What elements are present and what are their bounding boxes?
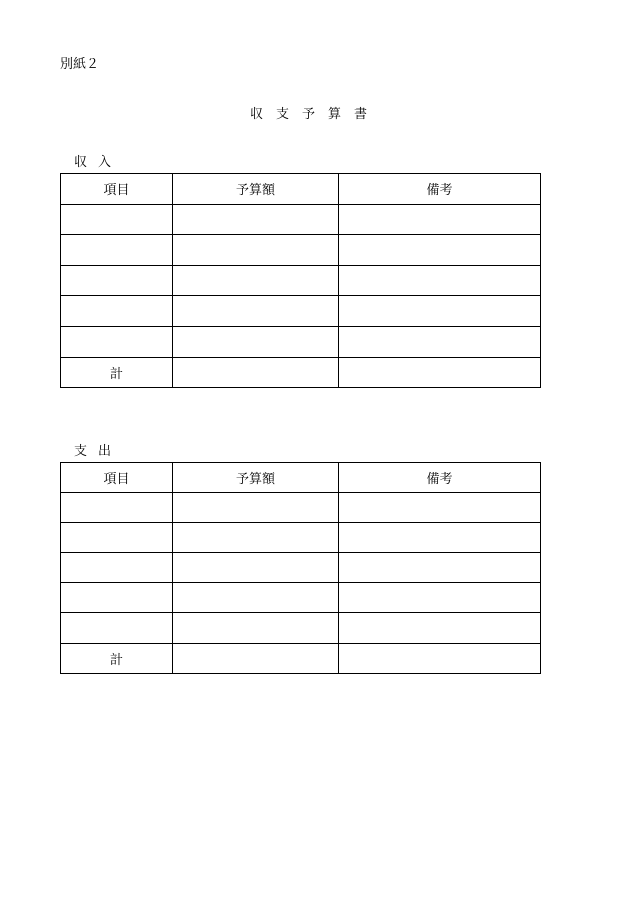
- expense-col-budget: 予算額: [173, 463, 339, 493]
- income-col-remarks: 備考: [339, 174, 541, 205]
- income-cell-budget: [173, 235, 339, 266]
- income-cell-remarks: [339, 204, 541, 235]
- income-cell-remarks: [339, 235, 541, 266]
- income-cell-item: [61, 296, 173, 327]
- expense-cell-budget: [173, 493, 339, 523]
- expense-cell-remarks: [339, 493, 541, 523]
- expense-heading: 支出: [74, 444, 123, 459]
- table-row: [61, 204, 541, 235]
- table-row: [61, 523, 541, 553]
- table-row: [61, 583, 541, 613]
- income-col-item: 項目: [61, 174, 173, 205]
- expense-cell-remarks: [339, 613, 541, 643]
- expense-table: [60, 462, 541, 674]
- income-heading: 収入: [74, 155, 123, 170]
- income-total-budget: [173, 357, 339, 388]
- expense-total-row: [61, 643, 541, 673]
- income-cell-item: [61, 326, 173, 357]
- expense-cell-remarks: [339, 553, 541, 583]
- expense-cell-item: [61, 583, 173, 613]
- income-col-budget: 予算額: [173, 174, 339, 205]
- table-row: [61, 326, 541, 357]
- income-total-remarks: [339, 357, 541, 388]
- expense-total-remarks: [339, 643, 541, 673]
- income-cell-item: [61, 204, 173, 235]
- expense-cell-budget: [173, 583, 339, 613]
- income-cell-item: [61, 235, 173, 266]
- income-cell-budget: [173, 296, 339, 327]
- expense-total-budget: [173, 643, 339, 673]
- income-cell-remarks: [339, 326, 541, 357]
- expense-col-remarks: 備考: [339, 463, 541, 493]
- income-table: [60, 173, 541, 388]
- income-cell-remarks: [339, 265, 541, 296]
- expense-header-row: [61, 463, 541, 493]
- income-cell-budget: [173, 265, 339, 296]
- income-total-label: 計: [61, 357, 173, 388]
- expense-cell-budget: [173, 553, 339, 583]
- expense-cell-item: [61, 553, 173, 583]
- attachment-label: 別紙２: [60, 57, 100, 72]
- expense-cell-remarks: [339, 523, 541, 553]
- table-row: [61, 235, 541, 266]
- table-row: [61, 493, 541, 523]
- expense-total-label: 計: [61, 643, 173, 673]
- income-cell-budget: [173, 204, 339, 235]
- expense-cell-item: [61, 493, 173, 523]
- document-title: 収支予算書: [249, 107, 380, 122]
- income-cell-budget: [173, 326, 339, 357]
- table-row: [61, 296, 541, 327]
- table-row: [61, 613, 541, 643]
- expense-cell-remarks: [339, 583, 541, 613]
- expense-col-item: 項目: [61, 463, 173, 493]
- expense-cell-budget: [173, 613, 339, 643]
- expense-cell-item: [61, 613, 173, 643]
- table-row: [61, 553, 541, 583]
- income-total-row: [61, 357, 541, 388]
- table-row: [61, 265, 541, 296]
- expense-cell-item: [61, 523, 173, 553]
- expense-cell-budget: [173, 523, 339, 553]
- income-cell-remarks: [339, 296, 541, 327]
- income-cell-item: [61, 265, 173, 296]
- income-header-row: [61, 174, 541, 205]
